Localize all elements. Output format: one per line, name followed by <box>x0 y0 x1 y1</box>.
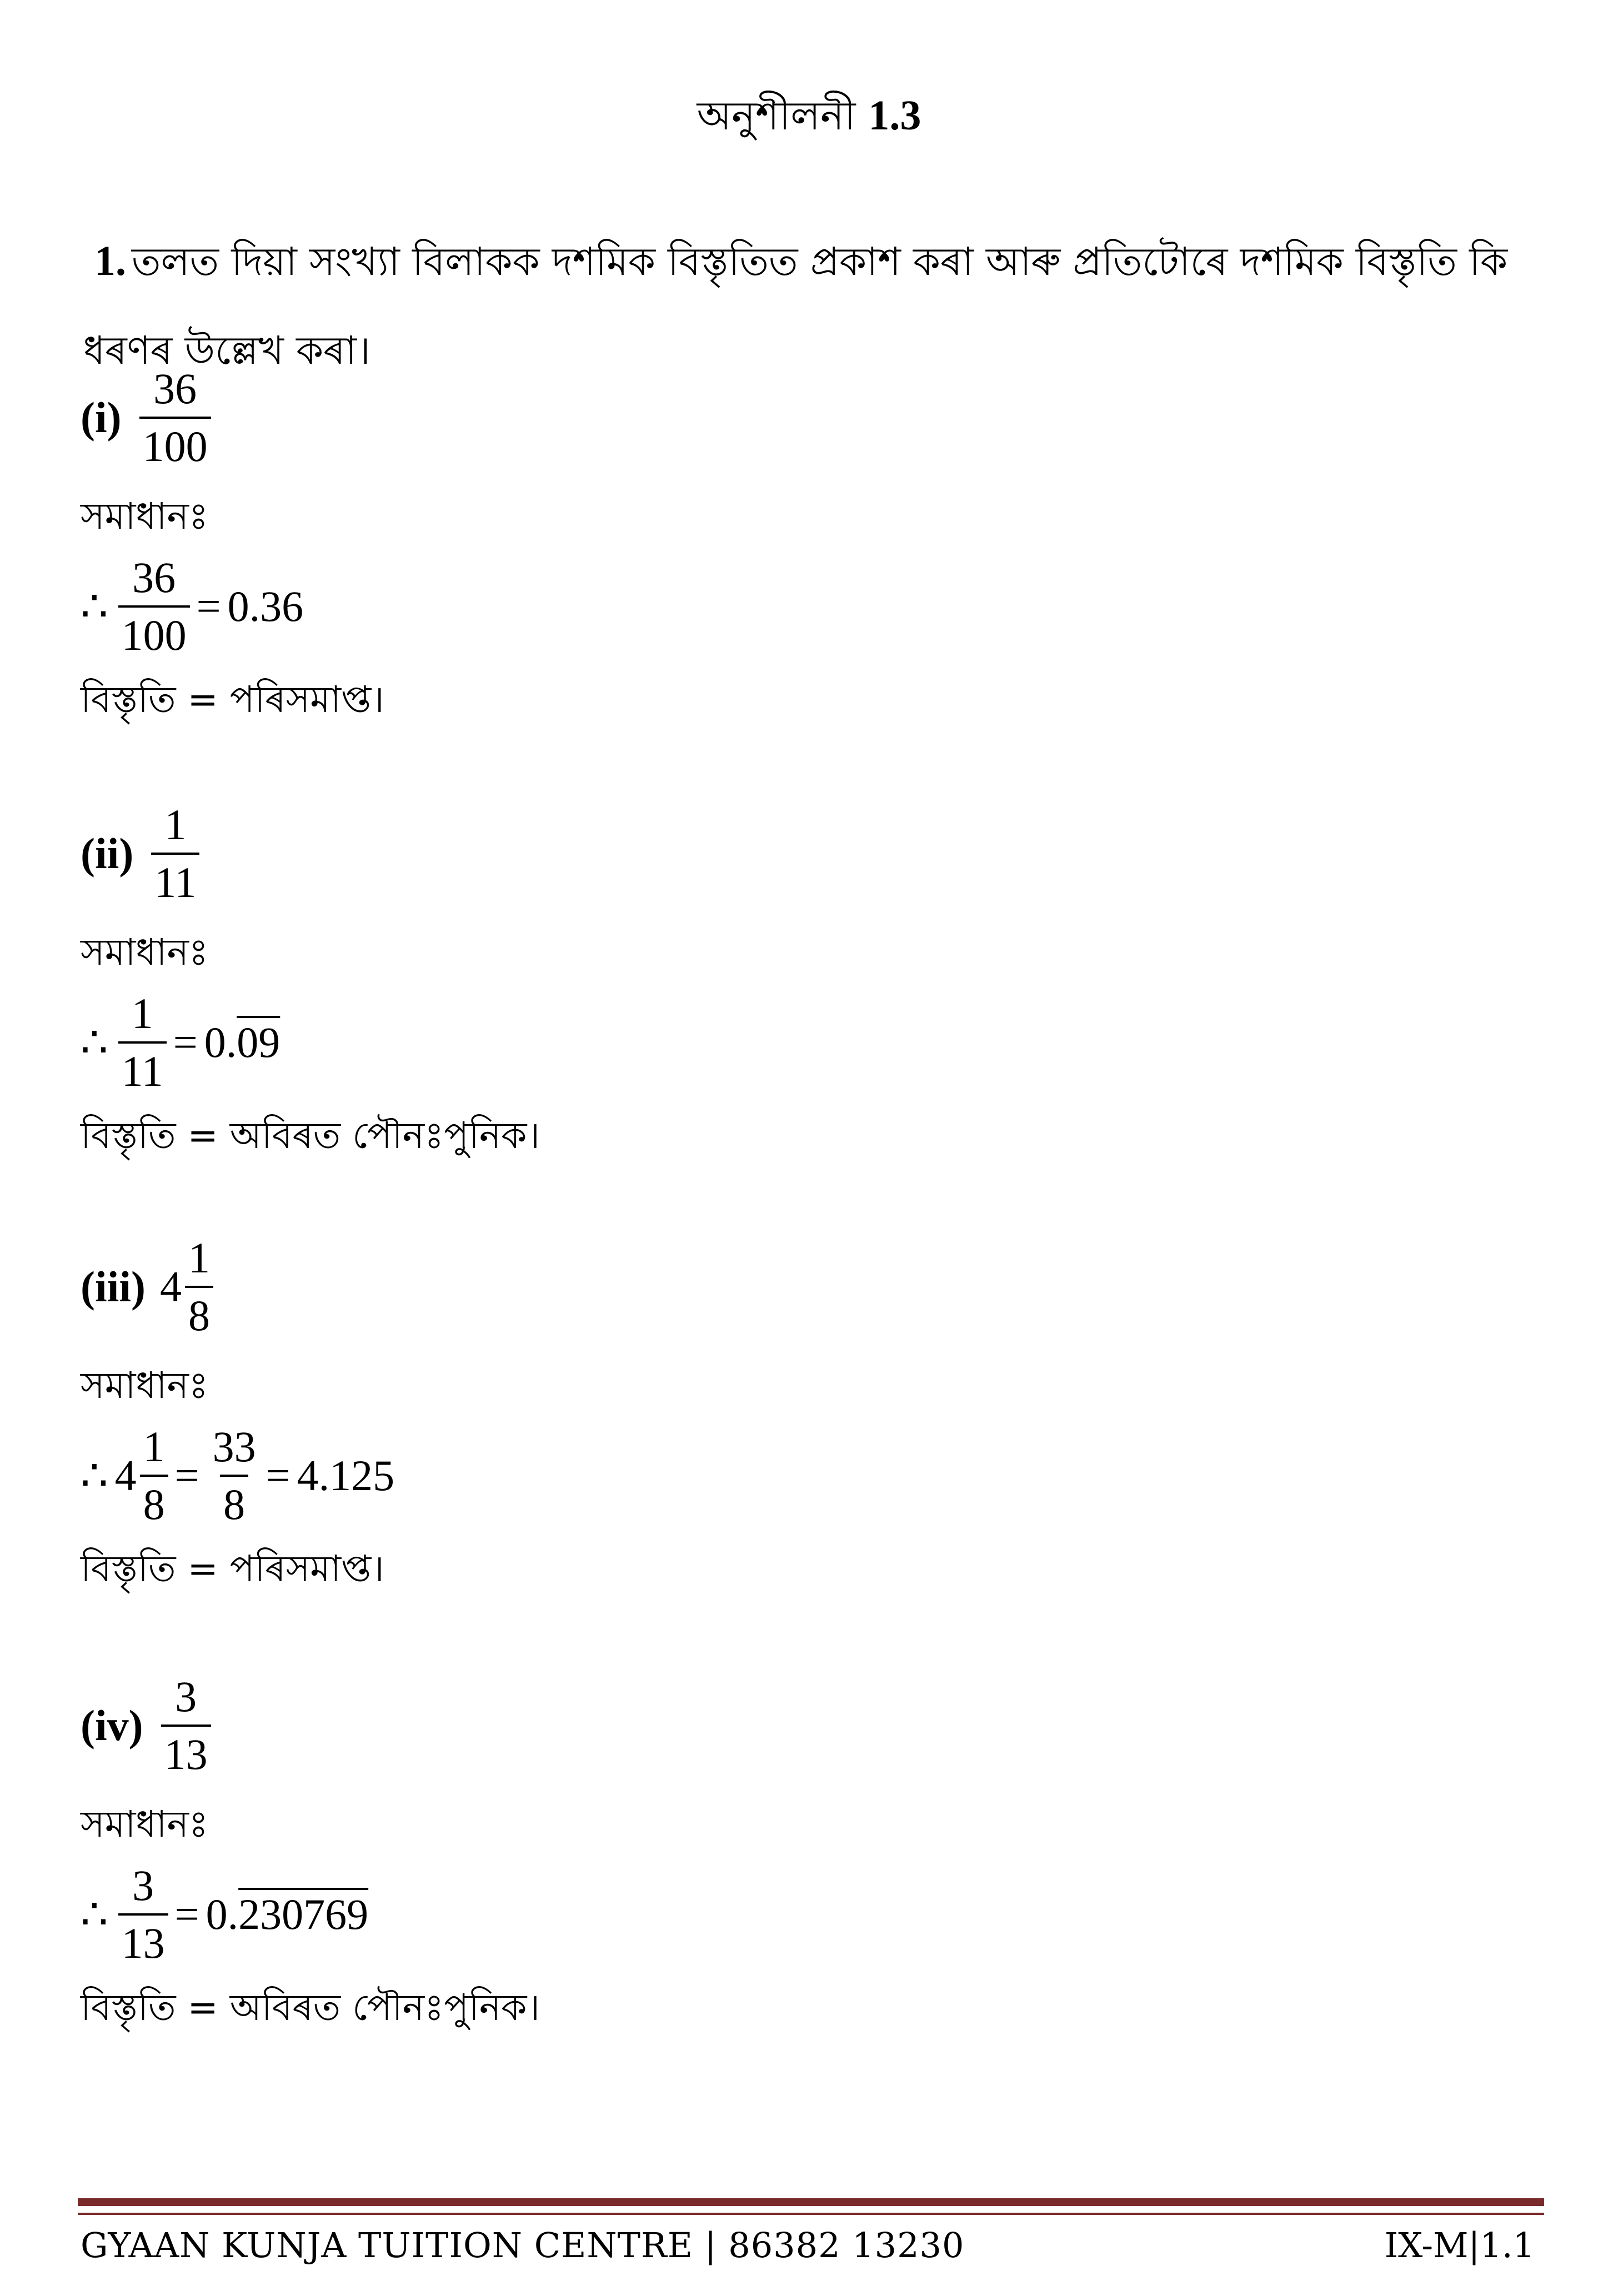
solution-label: সমাধানঃ <box>81 931 209 974</box>
therefore-symbol: ∴ <box>81 582 108 630</box>
decimal-result: 0.230769 <box>206 1890 369 1938</box>
fraction: $\frac{1}{11}$ <box>118 986 167 1099</box>
solution-label: সমাধানঃ <box>81 495 209 538</box>
expansion-type: বিস্তৃতি = পৰিসমাপ্ত। <box>81 678 384 721</box>
whole-part: 4 <box>159 1262 182 1311</box>
equation <box>81 986 287 1099</box>
equals-sign: = <box>174 1451 199 1500</box>
therefore-symbol: ∴ <box>81 1890 108 1938</box>
expansion-type: বিস্তৃতি = অবিৰত পৌনঃপুনিক। <box>81 1114 540 1157</box>
fraction: $\frac{3}{13}$ <box>161 1669 211 1782</box>
title-number: 1.3 <box>868 92 921 139</box>
fraction: $\frac{1}{11}$ <box>151 797 199 910</box>
decimal-result: 4.125 <box>297 1451 395 1500</box>
repeating-digits: 09 <box>237 1018 280 1066</box>
expansion-type: বিস্তৃতি = পৰিসমাপ্ত। <box>81 1547 384 1590</box>
footer-page-id: IX-M|1.1 <box>1384 2225 1535 2265</box>
footer-divider <box>78 2198 1544 2206</box>
footer-divider-thin <box>78 2213 1544 2215</box>
question <box>83 217 1527 395</box>
fraction: $\frac{3}{13}$ <box>118 1858 168 1971</box>
improper-fraction: $\frac{33}{8}$ <box>209 1419 259 1532</box>
whole-part: 4 <box>114 1451 137 1500</box>
decimal-result: 0.09 <box>204 1018 280 1066</box>
page-title <box>0 89 1618 142</box>
repeating-digits: 230769 <box>238 1890 369 1938</box>
equation <box>81 550 310 663</box>
decimal-result: 0.36 <box>227 582 304 630</box>
equals-sign: = <box>266 1451 290 1500</box>
item-label: (iii) <box>81 1262 146 1311</box>
fraction: $\frac{36}{100}$ <box>139 361 211 474</box>
expansion-type: বিস্তৃতি = অবিৰত পৌনঃপুনিক। <box>81 1986 540 2029</box>
solution-label: সমাধানঃ <box>81 1364 209 1407</box>
title-text: অনুশীলনী <box>697 92 856 139</box>
equals-sign: = <box>196 582 221 630</box>
equals-sign: = <box>174 1890 199 1938</box>
footer-left: GYAAN KUNJA TUITION CENTRE | 86382 13230 <box>81 2225 965 2265</box>
equation <box>81 1419 401 1532</box>
fraction: $\frac{1}{8}$ <box>185 1230 213 1343</box>
item-label: (iv) <box>81 1701 143 1749</box>
fraction: $\frac{36}{100}$ <box>118 550 190 663</box>
equals-sign: = <box>173 1018 198 1066</box>
fraction: $\frac{1}{8}$ <box>140 1419 168 1532</box>
solution-label: সমাধানঃ <box>81 1803 209 1846</box>
equation <box>81 1858 375 1971</box>
question-number: 1. <box>94 238 126 284</box>
item-label: (i) <box>81 393 122 442</box>
question-text: তলত দিয়া সংখ্যা বিলাকক দশমিক বিস্তৃতিত প্রকাশ কৰা আৰু প্ৰতিটোৰে দশমিক বিস্তৃতি কি ধৰণৰ উল্লেখ কৰা। <box>83 239 1508 373</box>
therefore-symbol: ∴ <box>81 1018 108 1066</box>
item-label: (ii) <box>81 829 134 878</box>
therefore-symbol: ∴ <box>81 1451 108 1500</box>
